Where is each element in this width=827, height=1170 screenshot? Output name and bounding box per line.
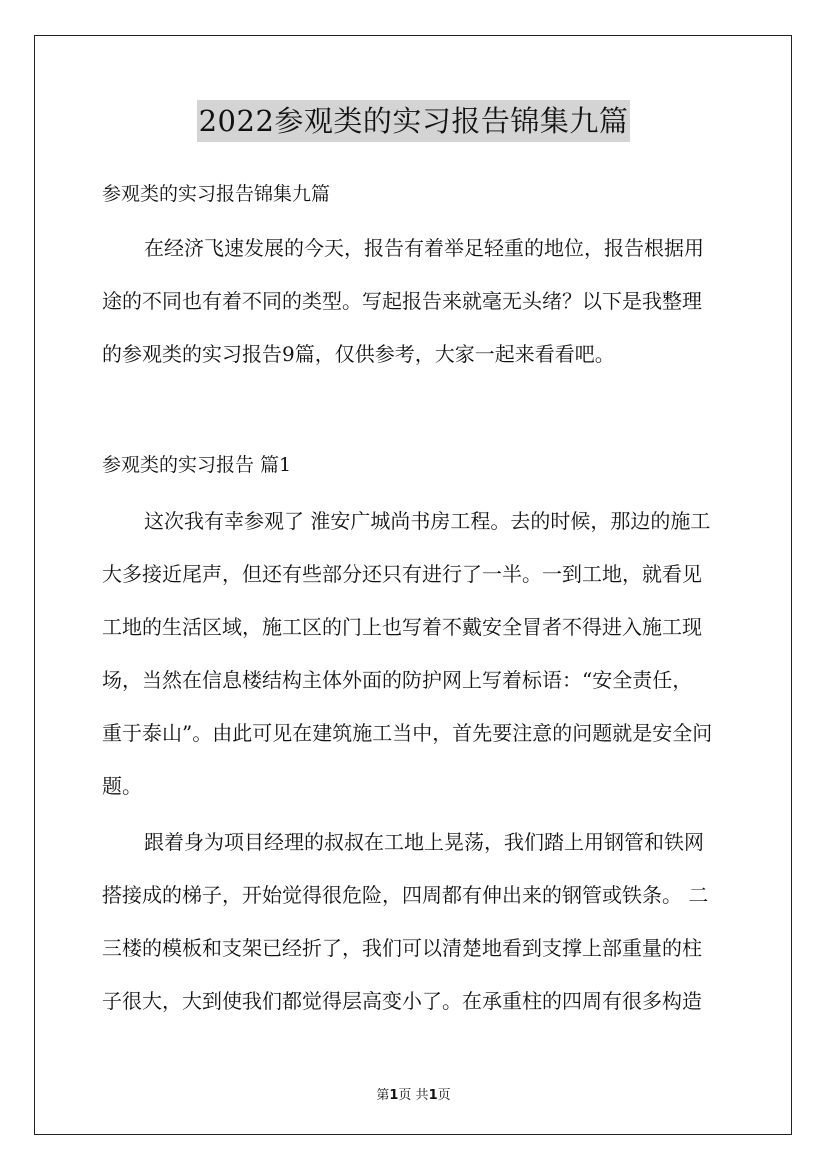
text-line: 在经济飞速发展的今天，报告有着举足轻重的地位，报告根据用 — [144, 236, 704, 260]
intro-paragraph — [102, 238, 727, 397]
text-line: 工地的生活区域，施工区的门上也写着不戴安全冒者不得进入施工现 — [102, 615, 702, 639]
footer-label: 页 — [437, 1088, 451, 1103]
text-line: 这次我有幸参观了 淮安广城尚书房工程。去的时候，那边的施工 — [144, 509, 711, 533]
text-line: 跟着身为项目经理的叔叔在工地上晃荡，我们踏上用钢管和铁网 — [144, 830, 704, 854]
footer-label: 页 共 — [398, 1088, 429, 1103]
text-line: 三楼的模板和支架已经折了，我们可以清楚地看到支撑上部重量的柱 — [102, 936, 702, 960]
page-footer — [0, 1084, 827, 1103]
total-page-number: 1 — [428, 1088, 438, 1103]
document-subtitle: 参观类的实习报告锦集九篇 — [102, 183, 331, 205]
footer-label: 第 — [376, 1088, 390, 1103]
text-line: 题。 — [102, 774, 142, 798]
paragraph-2 — [102, 832, 727, 1044]
text-line: 的参观类的实习报告9篇，仅供参考，大家一起来看看吧。 — [102, 342, 615, 366]
document-title: 2022参观类的实习报告锦集九篇 — [197, 100, 631, 142]
text-line: 子很大，大到使我们都觉得层高变小了。在承重柱的四周有很多构造 — [102, 989, 702, 1013]
section-heading: 参观类的实习报告 篇1 — [102, 454, 292, 476]
paragraph-1 — [102, 511, 727, 829]
text-line: 大多接近尾声，但还有些部分还只有进行了一半。一到工地，就看见 — [102, 562, 702, 586]
current-page-number: 1 — [389, 1088, 399, 1103]
text-line: 搭接成的梯子，开始觉得很危险，四周都有伸出来的钢管或铁条。 二 — [102, 883, 709, 907]
text-line: 重于泰山”。由此可见在建筑施工当中，首先要注意的问题就是安全问 — [102, 721, 713, 745]
text-line: 途的不同也有着不同的类型。写起报告来就毫无头绪？以下是我整理 — [102, 289, 702, 313]
text-line: 场，当然在信息楼结构主体外面的防护网上写着标语：“安全责任， — [102, 668, 693, 692]
title-container — [0, 100, 827, 142]
